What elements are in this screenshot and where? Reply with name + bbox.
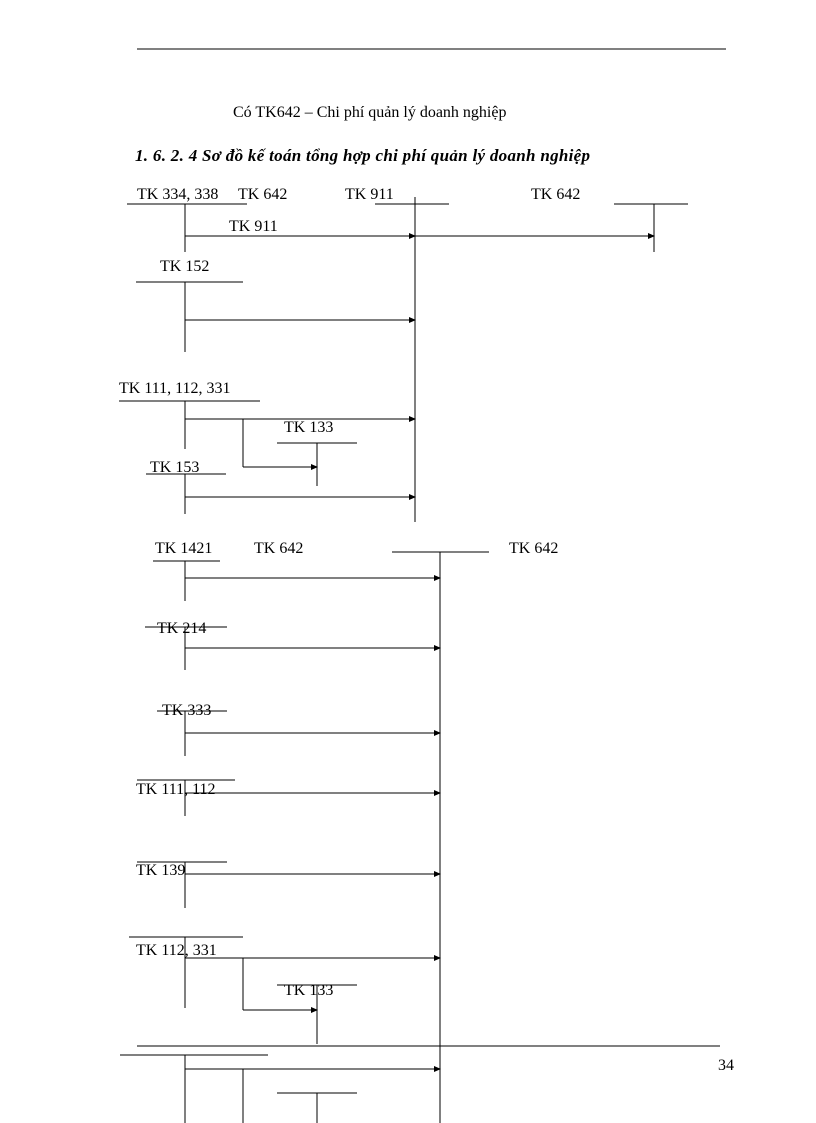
label-tk642-c: TK 642: [254, 540, 304, 557]
label-tk152: TK 152: [160, 258, 210, 275]
label-tk333: TK 333: [162, 702, 212, 719]
label-tk911-top: TK 911: [345, 186, 394, 203]
label-tk911-mid: TK 911: [229, 218, 278, 235]
section-title: 1. 6. 2. 4 Sơ đồ kế toán tổng hợp chi phí quản lý doanh nghiệp: [135, 146, 591, 165]
credit-line: Có TK642 – Chi phí quản lý doanh nghiệp: [233, 104, 507, 121]
label-tk133-a: TK 133: [284, 419, 334, 436]
label-tk1421: TK 1421: [155, 540, 213, 557]
label-tk214: TK 214: [157, 620, 207, 637]
label-tk642-b: TK 642: [531, 186, 581, 203]
label-tk334-338: TK 334, 338: [137, 186, 219, 203]
label-tk642-d: TK 642: [509, 540, 559, 557]
arrow-heads: [311, 233, 655, 1072]
label-tk139: TK 139: [136, 862, 186, 879]
label-tk111-112-331: TK 111, 112, 331: [119, 380, 231, 397]
label-tk153: TK 153: [150, 459, 200, 476]
label-tk111-112: TK 111, 112: [136, 781, 216, 798]
label-tk642-a: TK 642: [238, 186, 288, 203]
label-tk112-331: TK 112, 331: [136, 942, 217, 959]
page-number: 34: [718, 1057, 734, 1074]
label-tk133-b: TK 133: [284, 982, 334, 999]
